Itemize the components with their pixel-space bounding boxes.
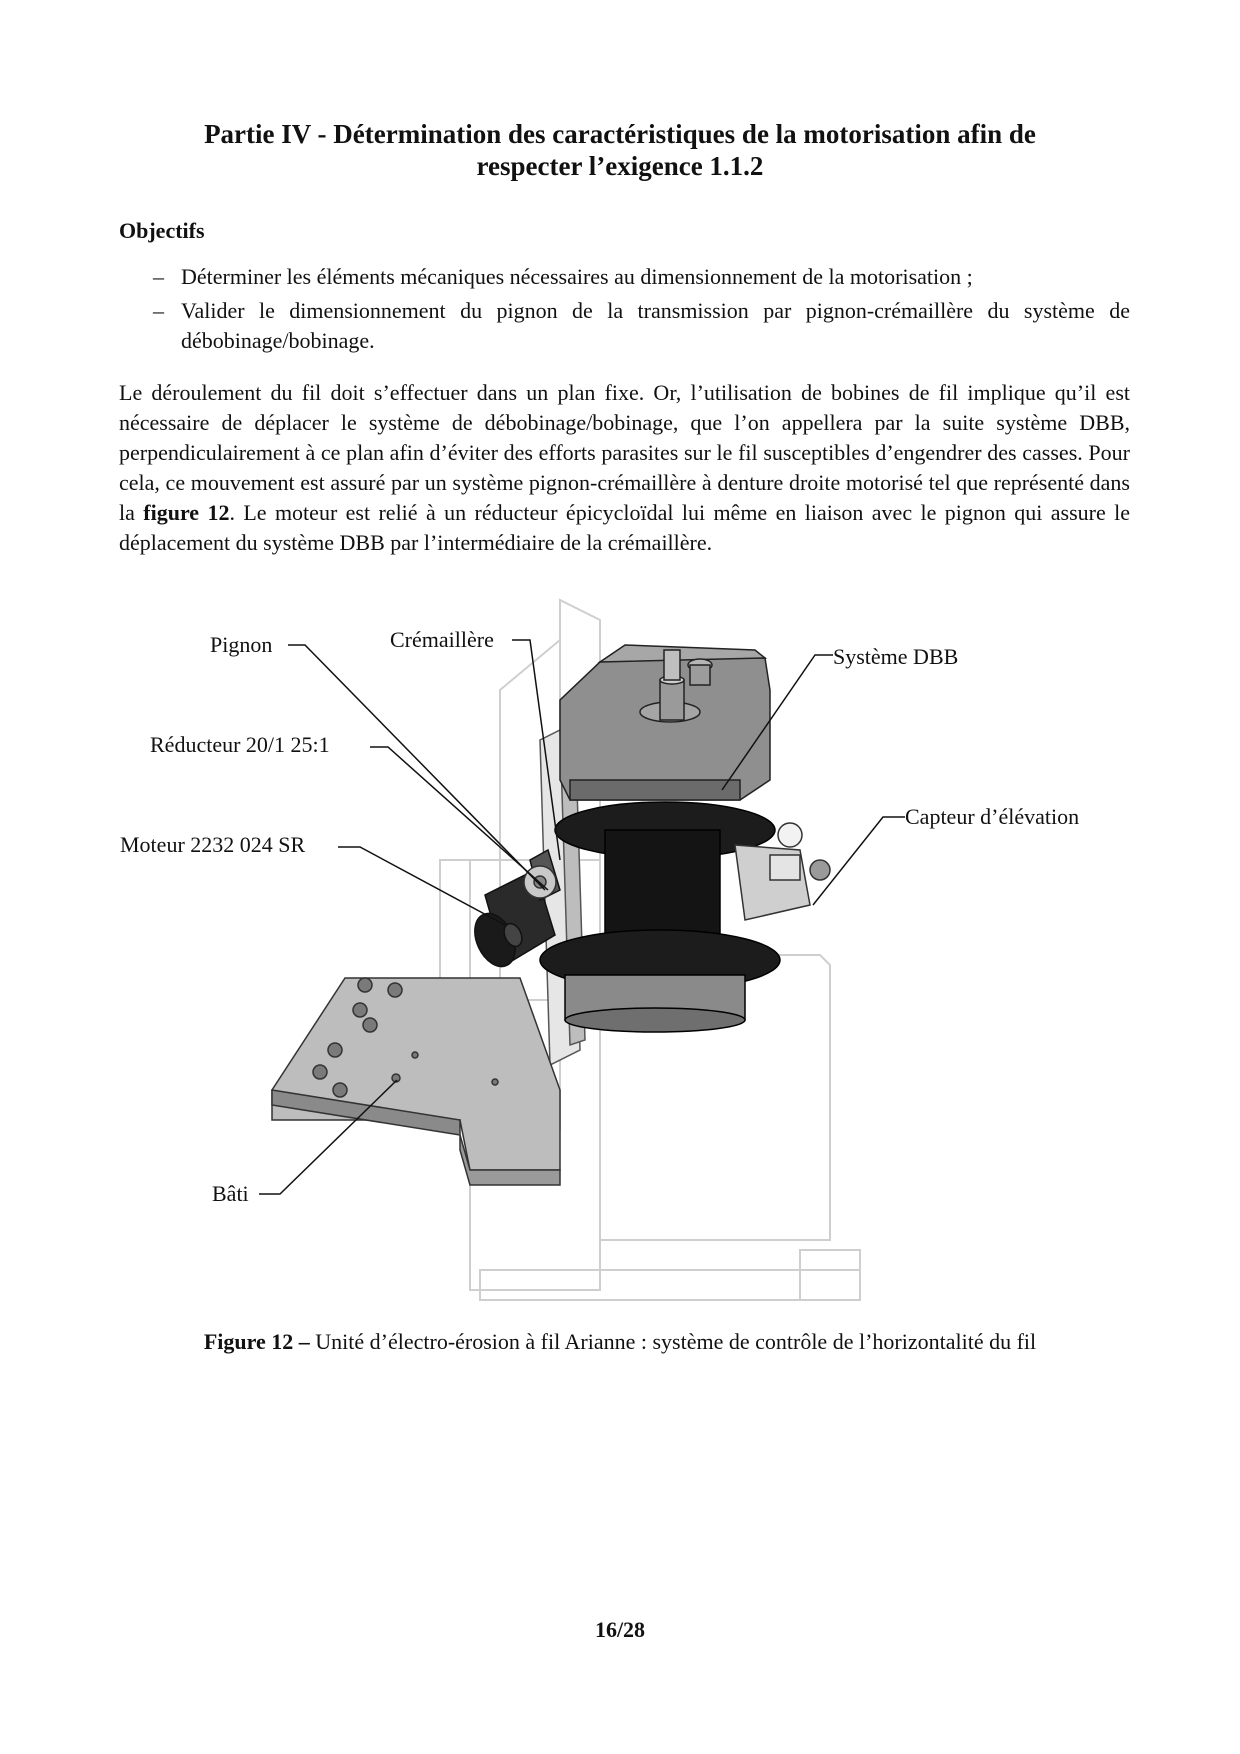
objectives-heading: Objectifs [119, 218, 205, 243]
dbb-system [560, 645, 770, 800]
label-pignon: Pignon [210, 632, 273, 657]
motor [467, 850, 560, 973]
pinion-gear [524, 866, 556, 898]
body-paragraph [119, 378, 1130, 558]
base-plate [272, 978, 560, 1185]
figure-reference: figure 12 [143, 500, 230, 525]
caption-number: Figure 12 – [203, 1329, 310, 1354]
label-reducteur: Réducteur 20/1 25:1 [150, 732, 330, 757]
objectives-list [119, 262, 1130, 360]
elevation-sensor [735, 823, 830, 920]
leader-lines [259, 640, 905, 1194]
objective-item [119, 262, 1130, 292]
paragraph-text-before: Le déroulement du fil doit s’effectuer dans un plan fixe. Or, l’utilisation de bobines de fil implique qu’il est nécessaire de déplacer le système de débobinage/bobinage, que l’on appellera par la suite système DBB, perpendiculairement à ce plan afin d’éviter des efforts parasites sur le fil susceptibles d’engendrer des casses. Pour cela, ce mouvement est assuré par un système pignon-crémaillère à denture droite motorisé tel que représenté dans la [119, 380, 1130, 525]
spool [540, 802, 780, 1032]
page-title [140, 118, 1100, 182]
objective-text: Déterminer les éléments mécaniques nécessaires au dimensionnement de la motorisation ; [181, 264, 973, 289]
label-systeme-dbb: Système DBB [833, 644, 959, 669]
rack-column [540, 725, 585, 1065]
paragraph-text-after: . Le moteur est relié à un réducteur épicycloïdal lui même en liaison avec le pignon qui assure le déplacement du système DBB par l’intermédiaire de la crémaillère. [119, 500, 1130, 555]
title-line-2: respecter l’exigence 1.1.2 [476, 151, 764, 181]
objective-text: Valider le dimensionnement du pignon de la transmission par pignon-crémaillère du système de débobinage/bobinage. [181, 298, 1130, 353]
dash-bullet: – [153, 298, 164, 323]
label-cremaillere: Crémaillère [390, 627, 494, 652]
page-number: 16/28 [594, 1617, 646, 1642]
label-capteur: Capteur d’élévation [905, 804, 1080, 829]
background-frame-ghost [440, 600, 860, 1300]
label-moteur: Moteur 2232 024 SR [120, 832, 306, 857]
title-line-1: Partie IV - Détermination des caractéristiques de la motorisation afin de [204, 119, 1036, 149]
figure-caption [0, 1329, 1240, 1355]
label-bati: Bâti [212, 1181, 249, 1206]
dash-bullet: – [153, 264, 164, 289]
caption-text: Unité d’électro-érosion à fil Arianne : système de contrôle de l’horizontalité du fil [309, 1329, 1037, 1354]
objective-item [119, 296, 1130, 356]
